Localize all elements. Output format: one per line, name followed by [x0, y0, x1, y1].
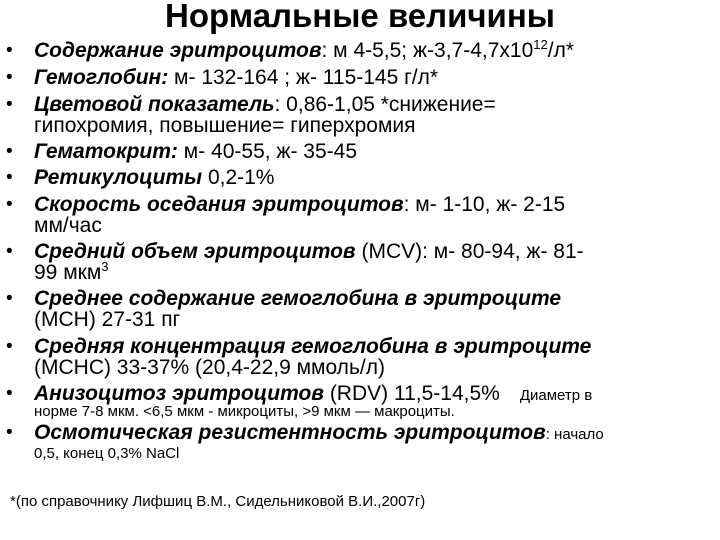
list-item-label: Цветовой показатель — [34, 93, 275, 116]
list-item-line — [34, 422, 604, 444]
list-item-value: 99 мкм — [34, 261, 102, 284]
page-title: Нормальные величины — [165, 0, 555, 34]
list-item-value: : 0,86-1,05 *снижение= — [274, 93, 496, 116]
list-item-line — [34, 194, 565, 216]
list-item-label: Средний объем эритроцитов — [34, 240, 356, 263]
list-item-label: Среднее содержание гемоглобина в эритроците — [34, 287, 562, 310]
footnote: *(по справочнику Лифшиц В.М., Сидельниковой В.И.,2007г) — [10, 493, 426, 510]
list-item-label: Ретикулоциты — [34, 166, 203, 189]
exponent: 12 — [533, 37, 548, 52]
bullet-icon: • — [6, 167, 13, 188]
list-item-value: (MCV): м- 80-94, ж- 81- — [355, 240, 584, 263]
list-item-value: м- 132-164 ; ж- 115-145 г/л* — [168, 66, 439, 89]
list-item-line — [34, 241, 584, 263]
list-item-value: : м 4-5,5; ж-3,7-4,7х10 — [321, 39, 534, 62]
bullet-icon: • — [6, 336, 13, 357]
list-item-value: (RDV) 11,5-14,5% — [323, 382, 500, 405]
bullet-icon: • — [6, 383, 13, 404]
list-item-line — [34, 336, 591, 358]
list-item-label: Анизоцитоз эритроцитов — [34, 382, 324, 405]
list-item-line — [34, 288, 561, 310]
list-item-label: Средняя концентрация гемоглобина в эритроците — [34, 335, 592, 358]
list-item-note: : начало — [545, 426, 604, 443]
bullet-icon: • — [6, 422, 13, 443]
list-item-value: м- 40-55, ж- 35-45 — [177, 140, 358, 163]
list-item-continuation: норме 7-8 мкм. <6,5 мкм - микроциты, >9 мкм — макроциты. — [34, 403, 455, 420]
bullet-icon: • — [6, 94, 13, 115]
list-item-line — [34, 167, 274, 189]
list-item-line — [34, 94, 496, 116]
bullet-icon: • — [6, 288, 13, 309]
exponent: 3 — [101, 259, 109, 274]
list-item-label: Гемоглобин: — [34, 66, 169, 89]
list-item-continuation: 0,5, конец 0,3% NaCl — [34, 445, 180, 462]
list-item-note: Диаметр в — [519, 387, 593, 404]
list-item-label: Осмотическая резистентность эритроцитов — [34, 421, 546, 444]
list-item-line — [34, 383, 592, 405]
list-item-line — [34, 37, 574, 62]
list-item-continuation: мм/час — [34, 214, 102, 237]
list-item-value: 0,2-1% — [202, 166, 275, 189]
bullet-icon: • — [6, 241, 13, 262]
list-item-label: Гематокрит: — [34, 140, 178, 163]
bullet-icon: • — [6, 40, 13, 61]
list-item-line — [34, 141, 357, 163]
list-item-unit: /л* — [547, 39, 574, 62]
bullet-icon: • — [6, 67, 13, 88]
list-item-continuation: (MCH) 27-31 пг — [34, 308, 181, 331]
list-item-continuation: гипохромия, повышение= гиперхромия — [34, 114, 416, 137]
list-item-continuation — [34, 259, 109, 284]
bullet-icon: • — [6, 141, 13, 162]
list-item-label: Содержание эритроцитов — [34, 39, 322, 62]
list-item-label: Скорость оседания эритроцитов — [34, 193, 404, 216]
bullet-icon: • — [6, 194, 13, 215]
list-item-continuation: (MCHC) 33-37% (20,4-22,9 ммоль/л) — [34, 356, 385, 379]
list-item-line — [34, 67, 438, 89]
list-item-value: : м- 1-10, ж- 2-15 — [403, 193, 566, 216]
